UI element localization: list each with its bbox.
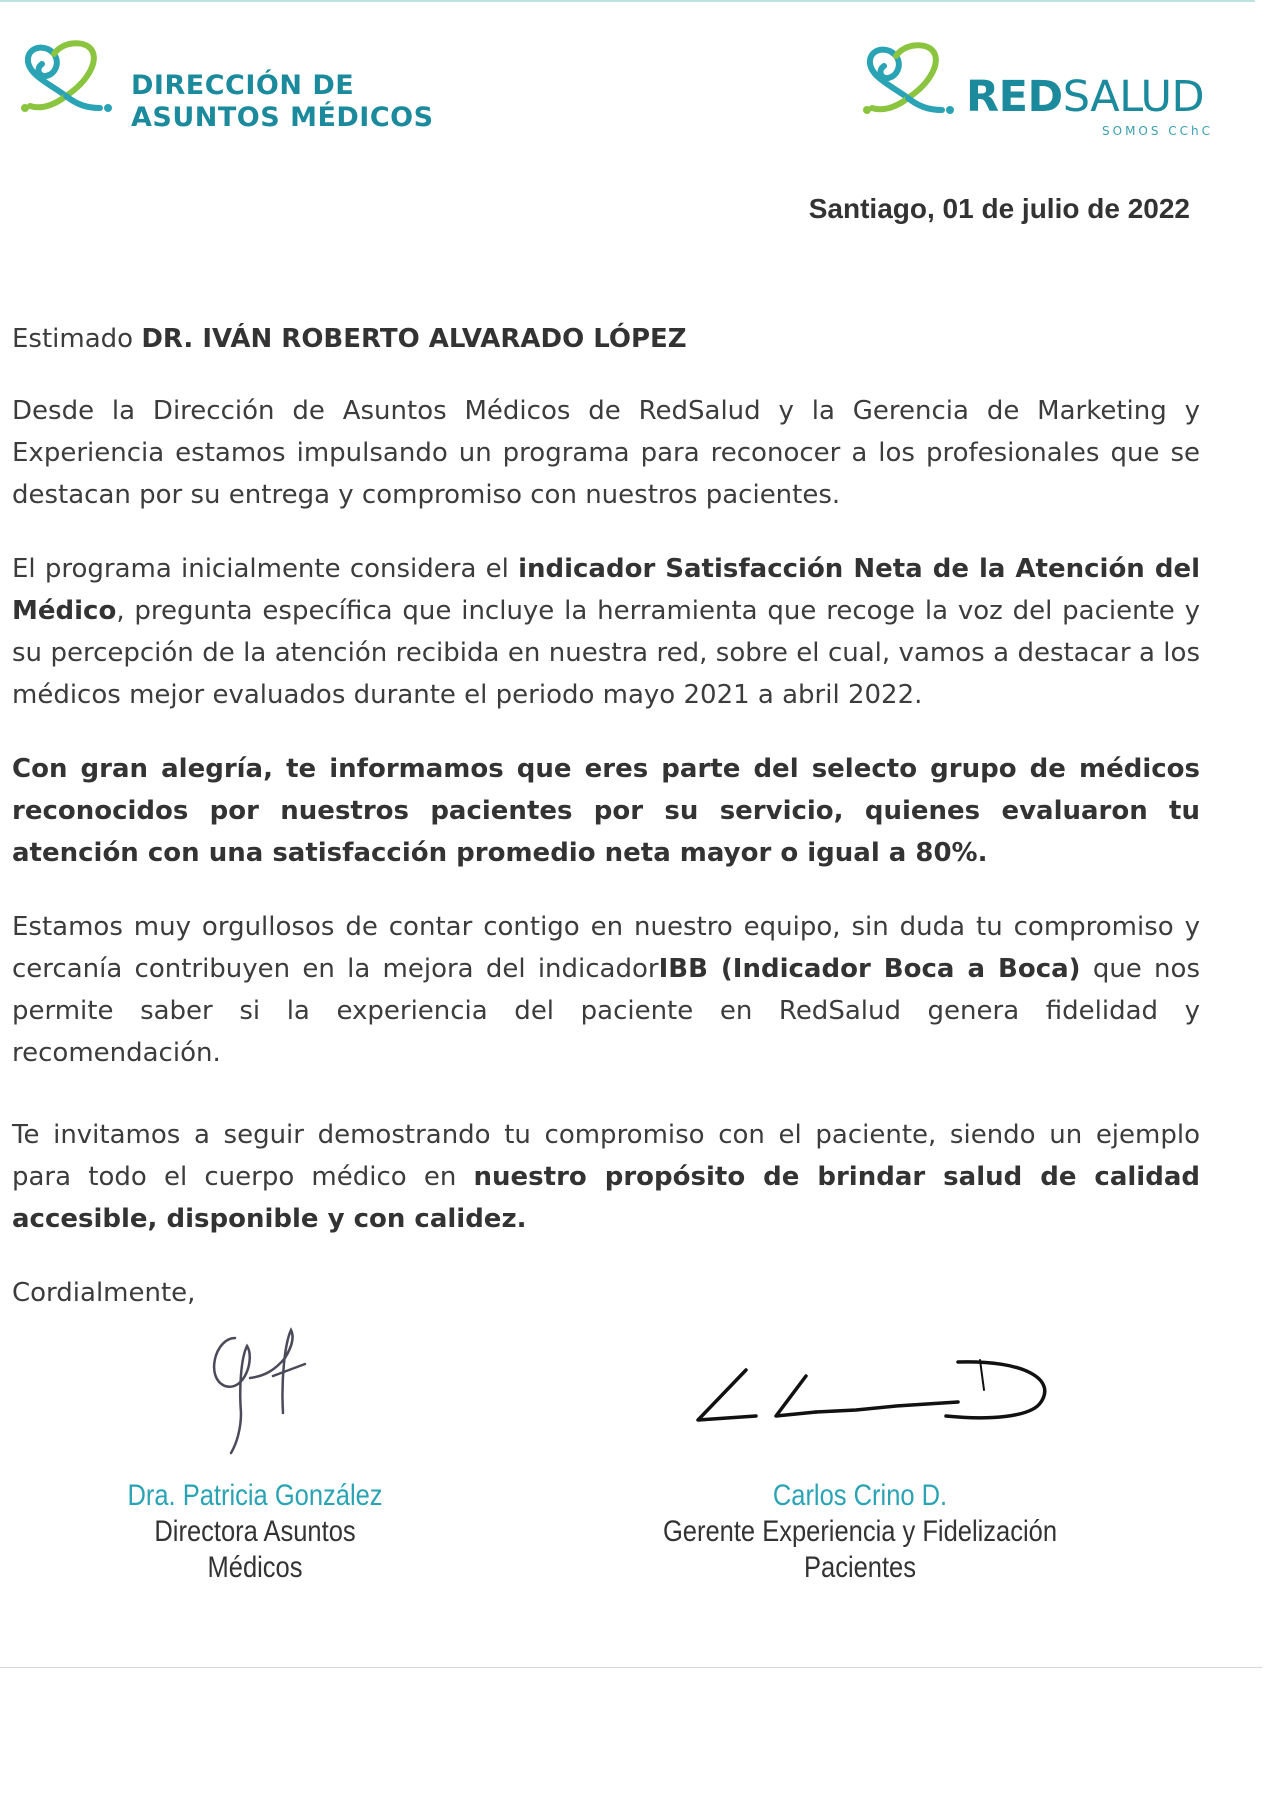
- p4-bold: IBB (Indicador Boca a Boca): [658, 954, 1081, 984]
- signer-name: Dra. Patricia González: [127, 1479, 383, 1512]
- signer-title: Gerente Experiencia y Fidelización Pacientes: [662, 1515, 1058, 1584]
- redsalud-wordmark: [966, 72, 1204, 122]
- paragraph-recognition: Con gran alegría, te informamos que eres parte del selecto grupo de médicos reconocidos por nuestros pacientes por su servicio, quienes evaluaron tu atención con una satisfacción promedio neta mayor o igual a 80%.: [12, 754, 1200, 868]
- brand-regular: SALUD: [1062, 72, 1205, 122]
- p2-after: , pregunta específica que incluye la herramienta que recoge la voz del paciente y su percepción de la atención recibida en nuestra red, sobre el cual, vamos a destacar a los médicos mejor evaluados durante el periodo mayo 2021 a abril 2022.: [12, 596, 1200, 710]
- signer-name: Carlos Crino D.: [772, 1479, 948, 1512]
- salutation-prefix: Estimado: [12, 324, 142, 354]
- brand-bold: RED: [966, 72, 1063, 122]
- p2-before: El programa inicialmente considera el: [12, 554, 519, 584]
- salutation: [12, 318, 1200, 360]
- letter-date: Santiago, 01 de julio de 2022: [808, 193, 1190, 224]
- p5-bold: nuestro propósito de brindar salud de calidad accesible, disponible y con calidez.: [12, 1162, 1200, 1234]
- asuntos-medicos-wordmark: [131, 70, 434, 134]
- signer-title: Directora Asuntos Médicos: [154, 1515, 356, 1584]
- p4-before: Estamos muy orgullosos de contar contigo en nuestro equipo, sin duda tu compromiso y cercanía contribuyen en la mejora del indicador: [12, 912, 1200, 984]
- signature-gonzalez: [195, 1318, 325, 1458]
- p2-bold: indicador Satisfacción Neta de la Atención del Médico: [12, 554, 1200, 626]
- logo-line-1: DIRECCIÓN DE: [131, 70, 355, 101]
- paragraph-pride: [12, 906, 1200, 1074]
- signer-block-left: [90, 1478, 420, 1586]
- recipient-name: DR. IVÁN ROBERTO ALVARADO LÓPEZ: [141, 324, 687, 354]
- signer-block-right: [600, 1478, 1120, 1586]
- p5-before: Te invitamos a seguir demostrando tu compromiso con el paciente, siendo un ejemplo para todo el cuerpo médico en: [12, 1120, 1200, 1192]
- redsalud-logo: [862, 42, 1222, 142]
- closing: Cordialmente,: [12, 1278, 196, 1308]
- paragraph-program: [12, 548, 1200, 716]
- top-rule: [0, 0, 1255, 2]
- p4-after: que nos permite saber si la experiencia del paciente en RedSalud genera fidelidad y recomendación.: [12, 954, 1200, 1068]
- signature-crino: [696, 1350, 1048, 1430]
- paragraph-intro: Desde la Dirección de Asuntos Médicos de RedSalud y la Gerencia de Marketing y Experiencia estamos impulsando un programa para reconocer a los profesionales que se destacan por su entrega y compromiso con nuestros pacientes.: [12, 396, 1200, 510]
- heart-logo-icon: [20, 40, 120, 140]
- footer-divider: [0, 1667, 1262, 1668]
- paragraph-invitation: [12, 1114, 1200, 1240]
- brand-tagline: SOMOS CChC: [1102, 124, 1214, 138]
- heart-logo-icon: [862, 42, 962, 142]
- asuntos-medicos-logo: [20, 40, 440, 140]
- logo-line-2: ASUNTOS MÉDICOS: [131, 102, 434, 133]
- letter-body: [12, 318, 1200, 1314]
